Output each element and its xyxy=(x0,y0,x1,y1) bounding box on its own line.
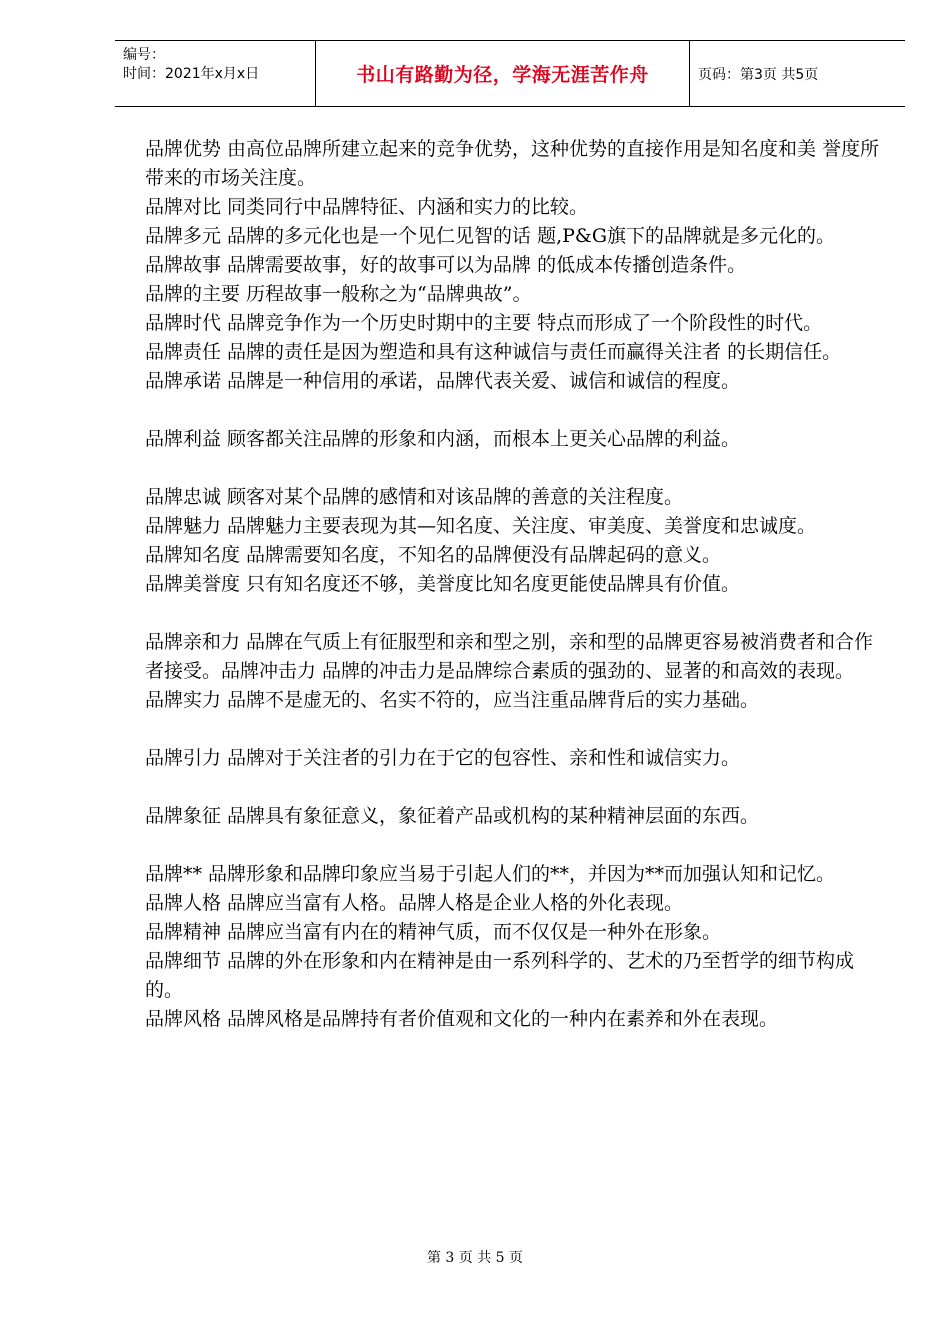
brand-term-entry: 品牌实力 品牌不是虚无的、名实不符的，应当注重品牌背后的实力基础。 xyxy=(145,689,760,711)
paragraph-gap xyxy=(145,396,885,425)
page-footer: 第 3 页 共 5 页 xyxy=(426,1250,524,1266)
brand-term-entry: 品牌象征 品牌具有象征意义，象征着产品或机构的某种精神层面的东西。 xyxy=(145,805,760,827)
brand-term-entry: 品牌细节 品牌的外在形象和内在精神是由一系列科学的、艺术的乃至哲学的细节构成的。 xyxy=(145,950,855,1001)
brand-term-entry: 品牌对比 同类同行中品牌特征、内涵和实力的比较。 xyxy=(145,196,589,218)
brand-term-entry: 品牌故事 品牌需要故事，好的故事可以为品牌 的低成本传播创造条件。 xyxy=(145,254,747,276)
brand-term-entry: 品牌利益 顾客都关注品牌的形象和内涵，而根本上更关心品牌的利益。 xyxy=(145,428,741,450)
brand-term-entry: 品牌多元 品牌的多元化也是一个见仁见智的话 题,P&G旗下的品牌就是多元化的。 xyxy=(145,225,835,247)
time-label: 时间：2021年x月x日 xyxy=(123,66,260,82)
brand-term-entry: 品牌的主要 历程故事一般称之为“品牌典故”。 xyxy=(145,283,532,305)
brand-term-entry: 品牌人格 品牌应当富有人格。品牌人格是企业人格的外化表现。 xyxy=(145,892,684,914)
brand-term-entry: 品牌风格 品牌风格是品牌持有者价值观和文化的一种内在素养和外在表现。 xyxy=(145,1008,779,1030)
brand-term-entry: 品牌美誉度 只有知名度还不够，美誉度比知名度更能使品牌具有价值。 xyxy=(145,573,741,595)
brand-term-entry: 品牌** 品牌形象和品牌印象应当易于引起人们的**，并因为**而加强认知和记忆。 xyxy=(145,863,836,885)
brand-term-entry: 品牌承诺 品牌是一种信用的承诺，品牌代表关爱、诚信和诚信的程度。 xyxy=(145,370,741,392)
brand-term-entry: 品牌忠诚 顾客对某个品牌的感情和对该品牌的善意的关注程度。 xyxy=(145,486,684,508)
brand-term-entry: 品牌精神 品牌应当富有内在的精神气质，而不仅仅是一种外在形象。 xyxy=(145,921,722,943)
brand-term-entry: 品牌优势 由高位品牌所建立起来的竞争优势，这种优势的直接作用是知名度和美 誉度所带来的市场关注度。 xyxy=(145,138,880,189)
paragraph-gap xyxy=(145,831,885,860)
serial-number-label: 编号： xyxy=(123,47,165,63)
paragraph-gap xyxy=(145,454,885,483)
header-page-number: 页码：第3页 共5页 xyxy=(698,66,819,83)
paragraph-gap xyxy=(145,715,885,744)
paragraph-gap xyxy=(145,599,885,628)
header-motto: 书山有路勤为径，学海无涯苦作舟 xyxy=(356,64,649,86)
brand-term-entry: 品牌知名度 品牌需要知名度，不知名的品牌便没有品牌起码的意义。 xyxy=(145,544,722,566)
brand-term-entry: 品牌时代 品牌竞争作为一个历史时期中的主要 特点而形成了一个阶段性的时代。 xyxy=(145,312,823,334)
header-meta-cell xyxy=(115,41,316,106)
page-header xyxy=(115,40,905,107)
paragraph-gap xyxy=(145,773,885,802)
header-motto-cell xyxy=(316,41,690,106)
brand-term-entry: 品牌亲和力 品牌在气质上有征服型和亲和型之别，亲和型的品牌更容易被消费者和合作者接受。品牌冲击力 品牌的冲击力是品牌综合素质的强劲的、显著的和高效的表现。 xyxy=(145,631,874,682)
brand-term-entry: 品牌引力 品牌对于关注者的引力在于它的包容性、亲和性和诚信实力。 xyxy=(145,747,741,769)
header-page-cell xyxy=(690,41,905,106)
document-body xyxy=(145,135,885,1034)
brand-term-entry: 品牌责任 品牌的责任是因为塑造和具有这种诚信与责任而赢得关注者 的长期信任。 xyxy=(145,341,842,363)
brand-term-entry: 品牌魅力 品牌魅力主要表现为其—知名度、关注度、审美度、美誉度和忠诚度。 xyxy=(145,515,817,537)
